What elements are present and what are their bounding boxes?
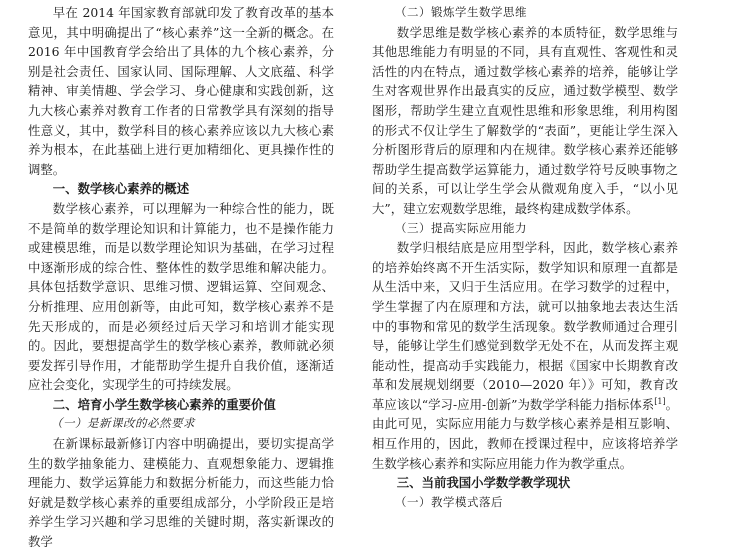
applied-ability-text-tail: 。由此可见，实际应用能力与数学核心素养是相互影响、相互作用的，因此，教师在授课过程中，应该将培养学生数学核心素养和实际应用能力作为教学重点。 (372, 396, 679, 471)
left-column (28, 3, 334, 552)
subheading-outdated-mode: （一）教学模式落后 (395, 494, 503, 509)
right-column (372, 3, 678, 512)
section-heading-status: 三、当前我国小学数学教学现状 (396, 475, 571, 491)
intro-paragraph: 早在 2014 年国家教育部就印发了教育改革的基本意见，其中明确提出了“核心素养”这一全新的概念。在 2016 年中国教育学会给出了具体的九个核心素养，分别是社会责任、国家认同、国际理解、人文底蕴、科学精神、审美情趣、学会学习、身心健康和实践创新，这九大核心素养对教育工作者的日常教学具有深刻的指导性意义，其中，数学科目的核心素养应该以九大核心素养为根本，在此基础上进行更加精细化、更具操作性的调整。 (28, 5, 334, 177)
section-heading-overview: 一、数学核心素养的概述 (52, 181, 190, 197)
overview-paragraph: 数学核心素养，可以理解为一种综合性的能力，既不是简单的数学理论知识和计算能力，也不是操作能力或建模思维，而是以数学理论知识为基础，在学习过程中逐渐形成的综合性、整体性的数学思维和解决能力。具体包括数学意识、思维习惯、逻辑运算、空间观念、分析推理、应用创新等，由此可知，数学核心素养不是先天形成的，而是必须经过后天学习和培训才能实现的。因此，要想提高学生的数学核心素养，教师就必须要发挥引导作用，才能帮助学生提升自我价值，逐渐适应社会变化，实现学生的可持续发展。 (28, 200, 334, 393)
subheading-applied-ability: （三）提高实际应用能力 (395, 220, 527, 235)
subheading-math-thinking: （二）锻炼学生数学思维 (395, 5, 527, 19)
curriculum-paragraph: 在新课标最新修订内容中明确提出，要切实提高学生的数学抽象能力、建模能力、直观想象能力、逻辑推理能力、数学运算能力和数据分析能力，而这些能力恰好就是数学核心素养的重要组成部分，小学阶段正是培养学生学习兴趣和学习思维的关键时期，落实新课改的教学 (28, 436, 334, 550)
math-thinking-paragraph: 数学思维是数学核心素养的本质特征，数学思维与其他思维能力有明显的不同，具有直观性、客观性和灵活性的内在特点，通过数学核心素养的培养，能够让学生对客观世界作出最真实的反应，通过数学模型、数学图形，帮助学生建立直观性思维和形象思维，利用构图的形式不仅让学生了解数学的“表面”，更能让学生深入分析图形背后的原理和内在规律。数学核心素养还能够帮助学生提高数学运算能力，通过数学符号反映事物之间的关系，可以让学生学会从微观角度入手，“以小见大”，建立宏观数学思维，最终构建成数学体系。 (372, 24, 678, 216)
subheading-curriculum-reform: （一）是新课改的必然要求 (51, 416, 195, 431)
section-heading-value: 二、培育小学生数学核心素养的重要价值 (52, 396, 276, 412)
reference-marker: [1] (654, 396, 666, 406)
applied-ability-text: 数学归根结底是应用型学科，因此，数学核心素养的培养始终离不开生活实际，数学知识和原理一直都是从生活中来，又归于生活应用。在学习数学的过程中，学生掌握了内在原理和方法，就可以抽象地去表达生活中的事物和常见的数学生活现象。数学教师通过合理引导，能够让学生们感觉到数学无处不在，从而发挥主观能动性，提高动手实践能力，根据《国家中长期教育改革和发展规划纲要（2010—2020 年）》可知，教育改革应该以“学习-应用-创新”为数学学科能力指标体系 (372, 240, 678, 412)
applied-ability-paragraph (372, 238, 678, 473)
